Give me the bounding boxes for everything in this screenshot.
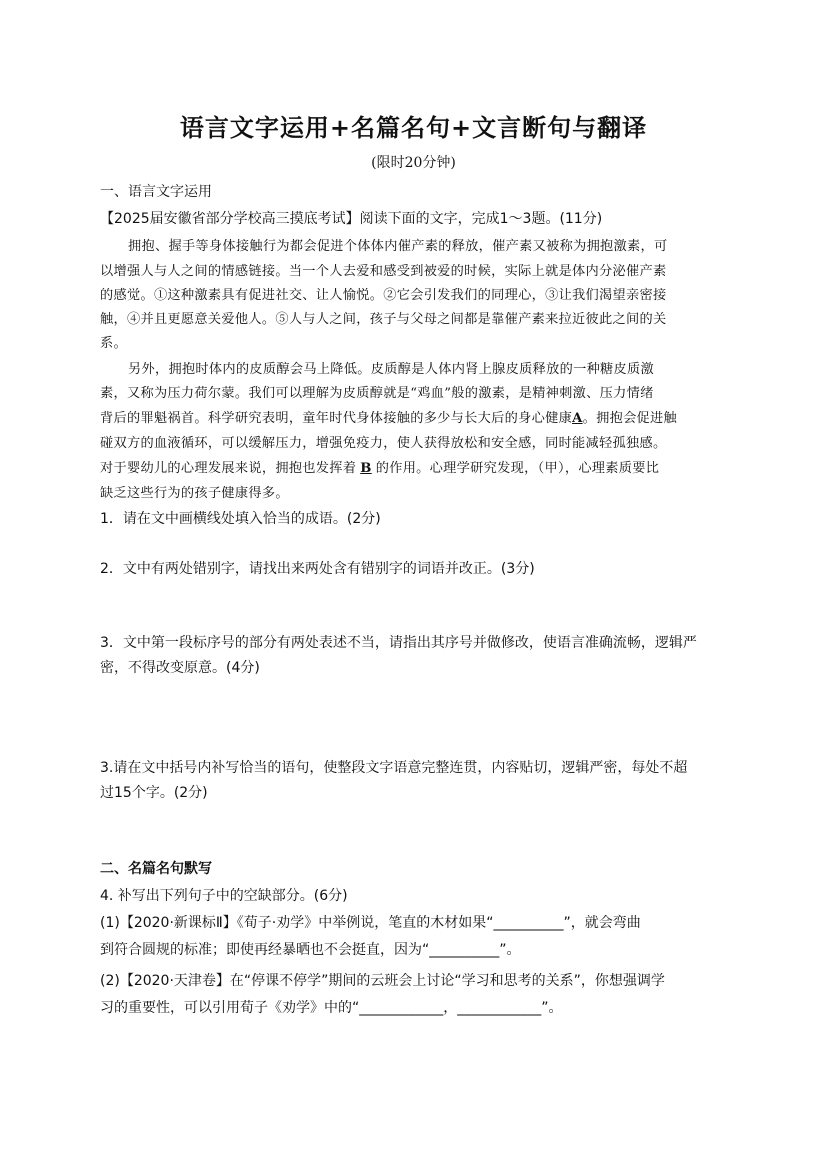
passage-line	[100, 407, 677, 426]
passage-line: 素，又称为压力荷尔蒙。我们可以理解为皮质醇就是“鸡血”般的激素，是精神刺激、压力情绪	[100, 386, 654, 401]
blank-a: A	[572, 411, 583, 426]
passage-line: 的感觉。①这种激素具有促进社交、让人愉悦。②它会引发我们的同理心，③让我们渴望亲密接	[100, 288, 667, 303]
time-limit-note: (限时20分钟)	[371, 155, 456, 171]
passage-line: 碰双方的血液循环，可以缓解压力，增强免疫力，使人获得放松和安全感，同时能减轻孤独感。	[100, 436, 667, 451]
question-line: 到符合圆规的标准；即使再经暴晒也不会挺直，因为“__________”。	[100, 942, 521, 958]
passage-line: 缺乏这些行为的孩子健康得多。	[100, 486, 289, 501]
passage-line: 以增强人与人之间的情感链接。当一个人去爱和感受到被爱的时候，实际上就是体内分泌催产素	[100, 264, 667, 279]
passage-line: 触，④并且更愿意关爱他人。⑤人与人之间，孩子与父母之间都是靠催产素来拉近彼此之间的关	[100, 312, 667, 327]
question-line: (1)【2020·新课标Ⅱ】《荀子·劝学》中举例说，笔直的木材如果“__________”，就会弯曲	[100, 915, 641, 931]
passage-text: 的作用。心理学研究发现，（甲），心理素质要比	[375, 461, 660, 476]
question-2: 2．文中有两处错别字，请找出来两处含有错别字的词语并改正。(3分)	[100, 561, 535, 577]
question-line: 3．文中第一段标序号的部分有两处表述不当，请指出其序号并做修改，使语言准确流畅，逻辑严	[100, 635, 697, 651]
blank-b: B	[360, 461, 372, 476]
passage-text: 背后的罪魁祸首。科学研究表明，童年时代身体接触的多少与长大后的身心健康	[100, 411, 573, 426]
page-title: 语言文字运用+名篇名句+文言断句与翻译	[179, 113, 648, 142]
section1-heading: 一、语言文字运用	[100, 184, 212, 200]
question-line: 密，不得改变原意。(4分)	[100, 660, 260, 676]
passage-text: 。拥抱会促进触	[582, 411, 678, 426]
passage-line: 另外，拥抱时体内的皮质醇会马上降低。皮质醇是人体内肾上腺皮质释放的一种糖皮质激	[128, 362, 655, 377]
section1-intro: 【2025届安徽省部分学校高三摸底考试】阅读下面的文字，完成1～3题。(11分)	[100, 211, 603, 227]
passage-line	[100, 457, 659, 476]
question-line: 习的重要性，可以引用荀子《劝学》中的“____________，____________”。	[100, 1000, 563, 1016]
question-line: (2)【2020·天津卷】在“停课不停学”期间的云班会上讨论“学习和思考的关系”，你想强调学	[100, 973, 665, 989]
passage-text: 对于婴幼儿的心理发展来说，拥抱也发挥着	[100, 461, 357, 476]
question-line: 过15个字。(2分)	[100, 785, 208, 801]
passage-line: 拥抱、握手等身体接触行为都会促进个体体内催产素的释放，催产素又被称为拥抱激素，可	[128, 239, 668, 254]
passage-line: 系。	[100, 336, 127, 351]
question-line: 3.请在文中括号内补写恰当的语句，使整段文字语意完整连贯，内容贴切，逻辑严密，每处不超	[100, 760, 688, 776]
question-4-intro: 4. 补写出下列句子中的空缺部分。(6分)	[100, 888, 348, 904]
section2-heading: 二、名篇名句默写	[100, 861, 212, 877]
question-1: 1．请在文中画横线处填入恰当的成语。(2分)	[100, 511, 381, 527]
